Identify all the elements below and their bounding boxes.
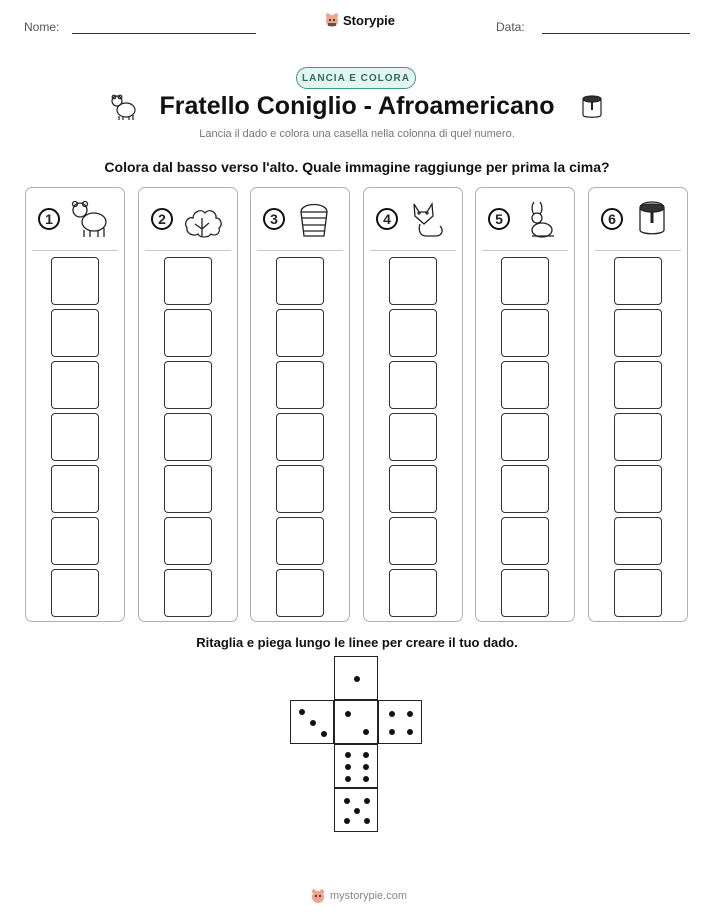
color-cell[interactable] bbox=[501, 257, 549, 305]
color-cell[interactable] bbox=[276, 361, 324, 409]
die-pip bbox=[363, 752, 369, 758]
die-face-5 bbox=[334, 788, 378, 832]
name-line[interactable] bbox=[72, 33, 256, 34]
color-cell[interactable] bbox=[614, 309, 662, 357]
die-face-2 bbox=[334, 700, 378, 744]
color-cell[interactable] bbox=[389, 517, 437, 565]
dice-column-3 bbox=[250, 187, 350, 622]
color-cell[interactable] bbox=[51, 569, 99, 617]
column-number: 2 bbox=[151, 208, 173, 230]
dice-column-2 bbox=[138, 187, 238, 622]
color-cell[interactable] bbox=[164, 465, 212, 513]
color-cell[interactable] bbox=[389, 413, 437, 461]
page-title: Fratello Coniglio - Afroamericano bbox=[159, 92, 555, 120]
color-cell[interactable] bbox=[389, 569, 437, 617]
die-face-6 bbox=[334, 744, 378, 788]
color-cell[interactable] bbox=[614, 257, 662, 305]
color-cell[interactable] bbox=[51, 517, 99, 565]
color-cell[interactable] bbox=[501, 465, 549, 513]
color-cell[interactable] bbox=[276, 309, 324, 357]
footer bbox=[310, 888, 407, 904]
bear-icon bbox=[68, 198, 110, 240]
color-cell[interactable] bbox=[614, 465, 662, 513]
page-subtitle: Lancia il dado e colora una casella nella colonna di quel numero. bbox=[199, 128, 515, 140]
column-divider bbox=[145, 250, 231, 251]
brand-name: Storypie bbox=[343, 12, 396, 28]
color-cell[interactable] bbox=[164, 517, 212, 565]
color-cell[interactable] bbox=[164, 361, 212, 409]
color-cell[interactable] bbox=[501, 309, 549, 357]
die-pip bbox=[345, 764, 351, 770]
color-cell[interactable] bbox=[501, 569, 549, 617]
bucket-icon bbox=[293, 198, 335, 240]
color-cell[interactable] bbox=[276, 517, 324, 565]
die-pip bbox=[363, 764, 369, 770]
date-label: Data: bbox=[496, 20, 525, 34]
die-pip bbox=[321, 731, 327, 737]
color-cell[interactable] bbox=[51, 361, 99, 409]
dice-column-5 bbox=[475, 187, 575, 622]
brand-logo bbox=[324, 12, 395, 28]
dice-column-4 bbox=[363, 187, 463, 622]
die-pip bbox=[363, 729, 369, 735]
color-cell[interactable] bbox=[501, 413, 549, 461]
die-instruction: Ritaglia e piega lungo le linee per creare il tuo dado. bbox=[196, 635, 518, 650]
color-cell[interactable] bbox=[51, 257, 99, 305]
color-cell[interactable] bbox=[51, 413, 99, 461]
color-cell[interactable] bbox=[389, 257, 437, 305]
column-divider bbox=[482, 250, 568, 251]
column-number: 5 bbox=[488, 208, 510, 230]
die-pip bbox=[364, 818, 370, 824]
dice-column-1 bbox=[25, 187, 125, 622]
die-pip bbox=[310, 720, 316, 726]
name-label: Nome: bbox=[24, 20, 60, 34]
die-face-1 bbox=[334, 656, 378, 700]
color-cell[interactable] bbox=[389, 309, 437, 357]
die-pip bbox=[407, 711, 413, 717]
color-cell[interactable] bbox=[389, 361, 437, 409]
color-cell[interactable] bbox=[51, 309, 99, 357]
tar-bucket-icon bbox=[578, 92, 606, 122]
column-number: 1 bbox=[38, 208, 60, 230]
bush-icon bbox=[181, 198, 223, 240]
die-pip bbox=[345, 776, 351, 782]
die-net bbox=[290, 656, 426, 836]
column-divider bbox=[32, 250, 118, 251]
column-number: 3 bbox=[263, 208, 285, 230]
die-pip bbox=[407, 729, 413, 735]
color-cell[interactable] bbox=[614, 517, 662, 565]
die-pip bbox=[364, 798, 370, 804]
color-cell[interactable] bbox=[389, 465, 437, 513]
color-cell[interactable] bbox=[614, 413, 662, 461]
column-number: 4 bbox=[376, 208, 398, 230]
color-cell[interactable] bbox=[501, 517, 549, 565]
color-cell[interactable] bbox=[164, 309, 212, 357]
die-pip bbox=[345, 711, 351, 717]
fox-icon bbox=[406, 198, 448, 240]
die-pip bbox=[354, 676, 360, 682]
tar-bucket-icon bbox=[631, 198, 673, 240]
storypie-logo-icon bbox=[310, 888, 326, 904]
die-pip bbox=[354, 808, 360, 814]
color-cell[interactable] bbox=[276, 257, 324, 305]
storypie-logo-icon bbox=[324, 12, 340, 28]
color-cell[interactable] bbox=[164, 257, 212, 305]
die-pip bbox=[299, 709, 305, 715]
color-cell[interactable] bbox=[164, 569, 212, 617]
die-pip bbox=[344, 798, 350, 804]
activity-badge: LANCIA E COLORA bbox=[296, 67, 416, 89]
die-face-4 bbox=[378, 700, 422, 744]
rabbit-icon bbox=[518, 198, 560, 240]
footer-url: mystorypie.com bbox=[330, 890, 408, 902]
column-divider bbox=[370, 250, 456, 251]
color-cell[interactable] bbox=[164, 413, 212, 461]
color-cell[interactable] bbox=[614, 569, 662, 617]
color-cell[interactable] bbox=[276, 569, 324, 617]
dice-column-6 bbox=[588, 187, 688, 622]
column-divider bbox=[595, 250, 681, 251]
die-pip bbox=[344, 818, 350, 824]
date-line[interactable] bbox=[542, 33, 690, 34]
color-cell[interactable] bbox=[276, 413, 324, 461]
color-cell[interactable] bbox=[276, 465, 324, 513]
die-pip bbox=[345, 752, 351, 758]
die-pip bbox=[389, 729, 395, 735]
die-pip bbox=[389, 711, 395, 717]
column-divider bbox=[257, 250, 343, 251]
color-cell[interactable] bbox=[614, 361, 662, 409]
coloring-instruction: Colora dal basso verso l'alto. Quale immagine raggiunge per prima la cima? bbox=[104, 159, 610, 175]
die-face-3 bbox=[290, 700, 334, 744]
die-pip bbox=[363, 776, 369, 782]
color-cell[interactable] bbox=[501, 361, 549, 409]
column-number: 6 bbox=[601, 208, 623, 230]
color-cell[interactable] bbox=[51, 465, 99, 513]
